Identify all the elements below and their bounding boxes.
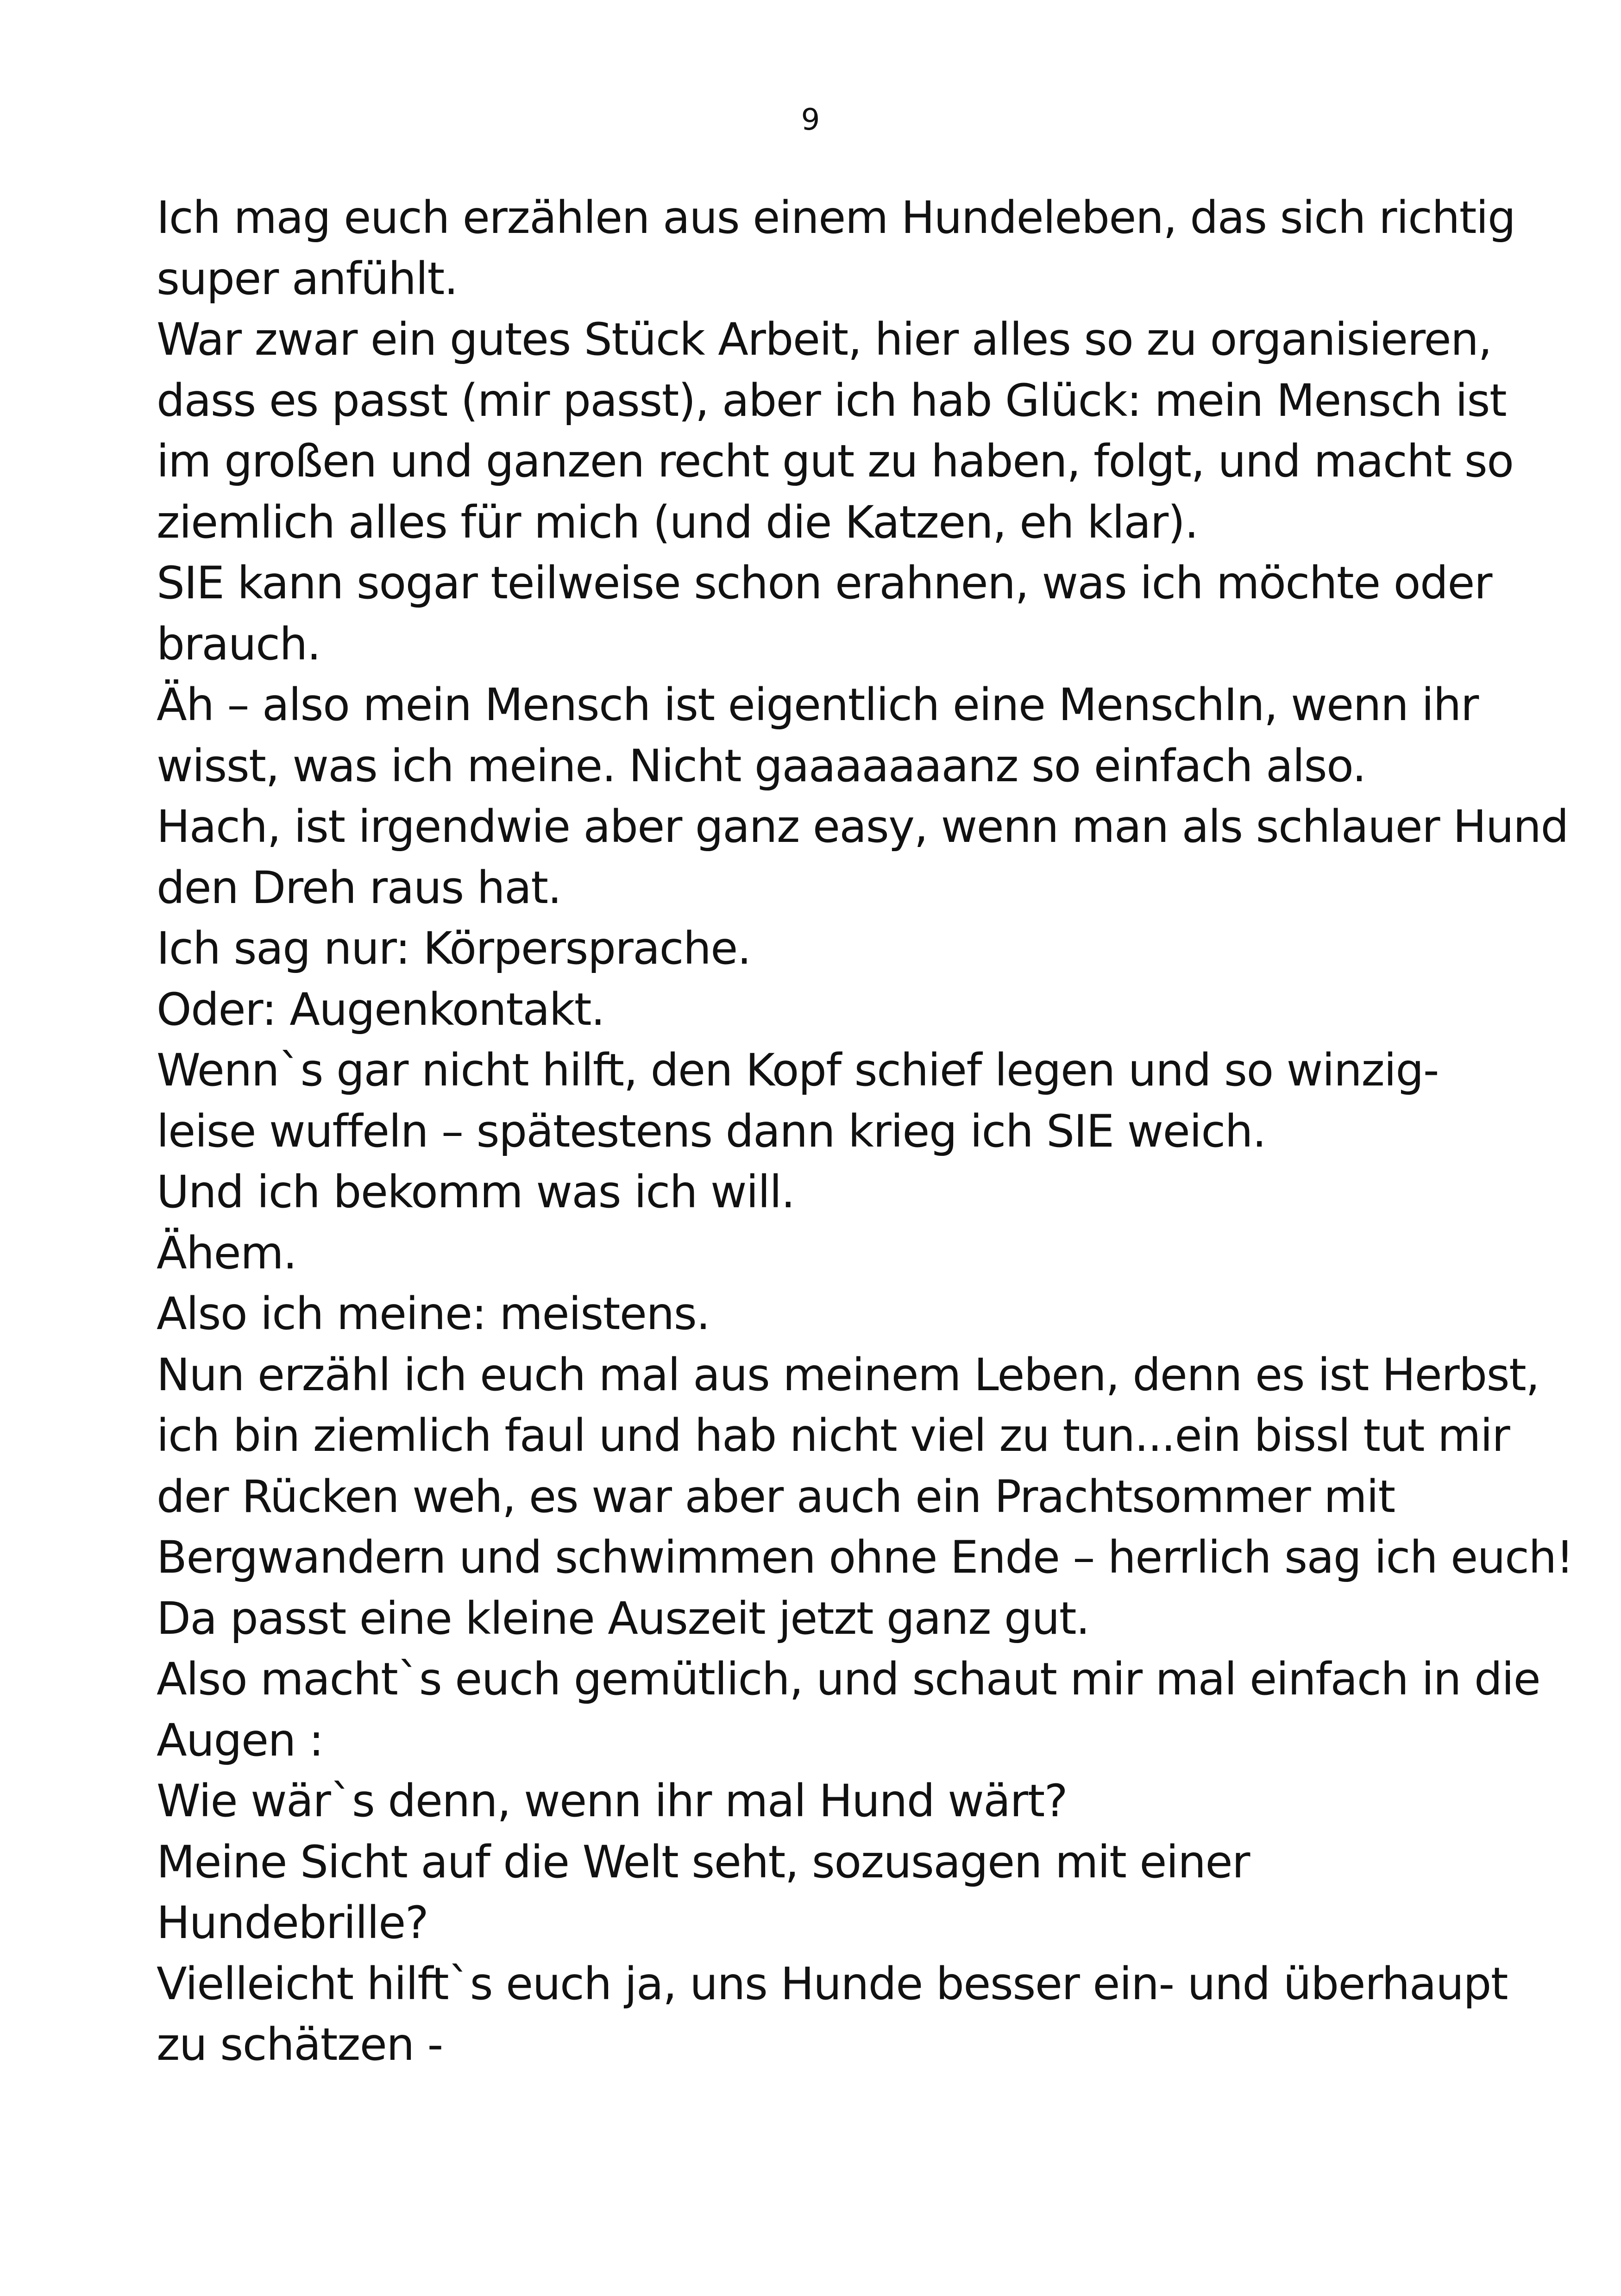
- text-line: Also macht`s euch gemütlich, und schaut mir mal einfach in die: [157, 1653, 1540, 1705]
- text-line: dass es passt (mir passt), aber ich hab Glück: mein Mensch ist: [157, 374, 1507, 427]
- text-line: Augen :: [157, 1714, 323, 1766]
- text-line: ziemlich alles für mich (und die Katzen, eh klar).: [157, 496, 1198, 548]
- text-line: Hach, ist irgendwie aber ganz easy, wenn man als schlauer Hund: [157, 801, 1568, 853]
- text-line: Ähem.: [157, 1227, 297, 1279]
- text-line: Wenn`s gar nicht hilft, den Kopf schief legen und so winzig-: [157, 1044, 1439, 1096]
- text-line: Ich sag nur: Körpersprache.: [157, 922, 751, 974]
- text-line: Vielleicht hilft`s euch ja, uns Hunde besser ein- und überhaupt: [157, 1957, 1508, 2010]
- text-line: Nun erzähl ich euch mal aus meinem Leben, denn es ist Herbst,: [157, 1349, 1539, 1401]
- text-line: SIE kann sogar teilweise schon erahnen, was ich möchte oder: [157, 557, 1492, 609]
- text-line: Äh – also mein Mensch ist eigentlich eine MenschIn, wenn ihr: [157, 679, 1478, 731]
- text-line: Meine Sicht auf die Welt seht, sozusagen mit einer: [157, 1836, 1250, 1888]
- text-line: zu schätzen -: [157, 2019, 443, 2070]
- page-number: 9: [801, 103, 820, 137]
- text-line: Und ich bekomm was ich will.: [157, 1166, 795, 1218]
- text-line: leise wuffeln – spätestens dann krieg ich SIE weich.: [157, 1105, 1266, 1157]
- text-line: Also ich meine: meistens.: [157, 1288, 710, 1340]
- text-line: der Rücken weh, es war aber auch ein Prachtsommer mit: [157, 1470, 1395, 1523]
- text-line: im großen und ganzen recht gut zu haben, folgt, und macht so: [157, 435, 1514, 487]
- text-line: Da passt eine kleine Auszeit jetzt ganz gut.: [157, 1592, 1089, 1644]
- text-line: den Dreh raus hat.: [157, 861, 561, 914]
- body-text: [157, 188, 1573, 2076]
- text-line: Oder: Augenkontakt.: [157, 983, 605, 1035]
- text-line: Wie wär`s denn, wenn ihr mal Hund wärt?: [157, 1775, 1068, 1827]
- text-line: Bergwandern und schwimmen ohne Ende – herrlich sag ich euch!: [157, 1531, 1573, 1583]
- text-line: Ich mag euch erzählen aus einem Hundeleben, das sich richtig: [157, 192, 1515, 244]
- text-line: wisst, was ich meine. Nicht gaaaaaaanz so einfach also.: [157, 740, 1366, 792]
- text-line: super anfühlt.: [157, 252, 458, 305]
- text-line: brauch.: [157, 618, 320, 670]
- text-line: War zwar ein gutes Stück Arbeit, hier alles so zu organisieren,: [157, 314, 1492, 365]
- text-line: Hundebrille?: [157, 1897, 428, 1949]
- text-line: ich bin ziemlich faul und hab nicht viel zu tun...ein bissl tut mir: [157, 1410, 1510, 1462]
